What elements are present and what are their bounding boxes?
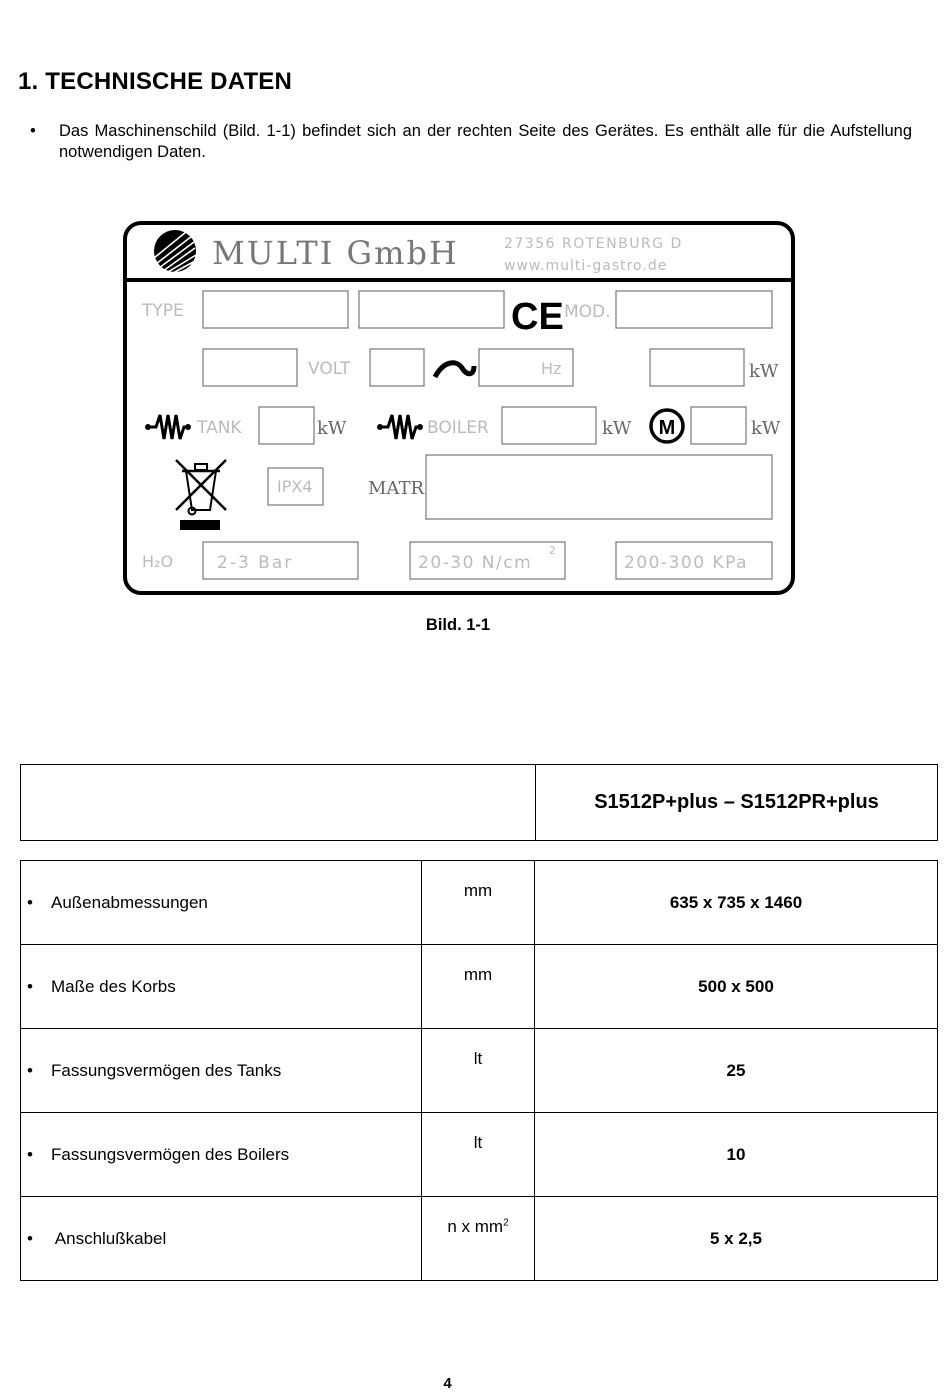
- table-row: [21, 1197, 938, 1281]
- spec-value: 10: [535, 1113, 938, 1197]
- total-kw-field: [650, 349, 744, 386]
- model-name: S1512P+plus – S1512PR+plus: [536, 765, 938, 841]
- intro-text: Das Maschinenschild (Bild. 1-1) befindet sich an der rechten Seite des Gerätes. Es enthält alle für die Aufstellung notwendigen Daten.: [59, 122, 912, 161]
- boiler-label: BOILER: [427, 418, 489, 438]
- table-row: [21, 861, 938, 945]
- section-heading: 1. TECHNISCHE DATEN: [18, 68, 293, 95]
- type-field-1: [203, 291, 348, 328]
- spec-label: Fassungsvermögen des Tanks: [51, 1060, 282, 1080]
- intro-paragraph: [30, 121, 912, 163]
- volt-label: VOLT: [308, 359, 351, 379]
- spec-label-cell: • Maße des Korbs: [21, 945, 422, 1029]
- power-field-1: [203, 349, 297, 386]
- spec-label-cell: • Fassungsvermögen des Boilers: [21, 1113, 422, 1197]
- matr-field: [426, 455, 772, 519]
- specs-header-table: [20, 764, 938, 841]
- table-row: [21, 1113, 938, 1197]
- mod-label: MOD.: [564, 302, 611, 322]
- spec-label-cell: • Fassungsvermögen des Tanks: [21, 1029, 422, 1113]
- header-empty-cell: [21, 765, 536, 841]
- spec-label: Maße des Korbs: [51, 976, 176, 996]
- weee-disposal-icon: [176, 460, 226, 530]
- motor-icon: [651, 410, 683, 442]
- tank-kw-field: [259, 407, 314, 444]
- tank-label: TANK: [197, 418, 242, 438]
- spec-label-cell: • Außenabmessungen: [21, 861, 422, 945]
- company-logo-icon: [154, 230, 196, 273]
- boiler-kw-field: [502, 407, 596, 444]
- company-address: 27356 ROTENBURG D: [504, 236, 683, 252]
- volt-field: [370, 349, 424, 386]
- pressure-ncm-superscript: 2: [549, 544, 556, 557]
- pressure-kpa: 200-300 KPa: [624, 553, 748, 573]
- specs-table: [20, 860, 938, 1281]
- hz-label: Hz: [541, 359, 562, 378]
- figure-caption: Bild. 1-1: [425, 616, 491, 634]
- spec-label: Außenabmessungen: [51, 892, 208, 912]
- spec-value: 5 x 2,5: [535, 1197, 938, 1281]
- table-row: [21, 1029, 938, 1113]
- spec-label: Anschlußkabel: [51, 1228, 167, 1248]
- alternating-current-icon: [435, 363, 474, 377]
- boiler-heater-icon: [377, 415, 423, 439]
- company-website: www.multi-gastro.de: [504, 258, 668, 274]
- h2o-label: H₂O: [142, 552, 174, 571]
- type-field-2: [359, 291, 504, 328]
- boiler-kw-label: kW: [602, 418, 632, 439]
- spec-unit: mm: [422, 945, 535, 1029]
- pressure-ncm: 20-30 N/cm: [418, 553, 533, 573]
- nameplate-drawing: [122, 220, 796, 596]
- spec-value: 500 x 500: [535, 945, 938, 1029]
- spec-value: 635 x 735 x 1460: [535, 861, 938, 945]
- bullet: •: [30, 122, 36, 140]
- spec-unit: mm: [422, 861, 535, 945]
- spec-label: Fassungsvermögen des Boilers: [51, 1144, 290, 1164]
- svg-text:M: M: [658, 417, 676, 439]
- motor-kw-label: kW: [751, 418, 781, 439]
- spec-unit-cell: [422, 1197, 535, 1281]
- company-name: MULTI GmbH: [212, 234, 459, 272]
- nameplate-figure: [122, 220, 796, 596]
- spec-label-cell: • Anschlußkabel: [21, 1197, 422, 1281]
- spec-unit: lt: [422, 1029, 535, 1113]
- spec-value: 25: [535, 1029, 938, 1113]
- mod-field: [616, 291, 772, 328]
- type-label: TYPE: [142, 301, 184, 321]
- ce-mark: CE: [511, 296, 564, 338]
- page-number: 4: [443, 1375, 452, 1392]
- ipx-label: IPX4: [277, 477, 313, 496]
- table-row: [21, 945, 938, 1029]
- matr-label: MATR: [368, 478, 425, 499]
- kw-label: kW: [749, 361, 779, 382]
- tank-kw-label: kW: [317, 418, 347, 439]
- tank-heater-icon: [145, 415, 191, 439]
- motor-kw-field: [691, 407, 746, 444]
- spec-unit: n x mm: [447, 1217, 504, 1236]
- spec-unit-superscript: 2: [503, 1217, 509, 1229]
- spec-unit: lt: [422, 1113, 535, 1197]
- pressure-bar: 2-3 Bar: [217, 553, 294, 573]
